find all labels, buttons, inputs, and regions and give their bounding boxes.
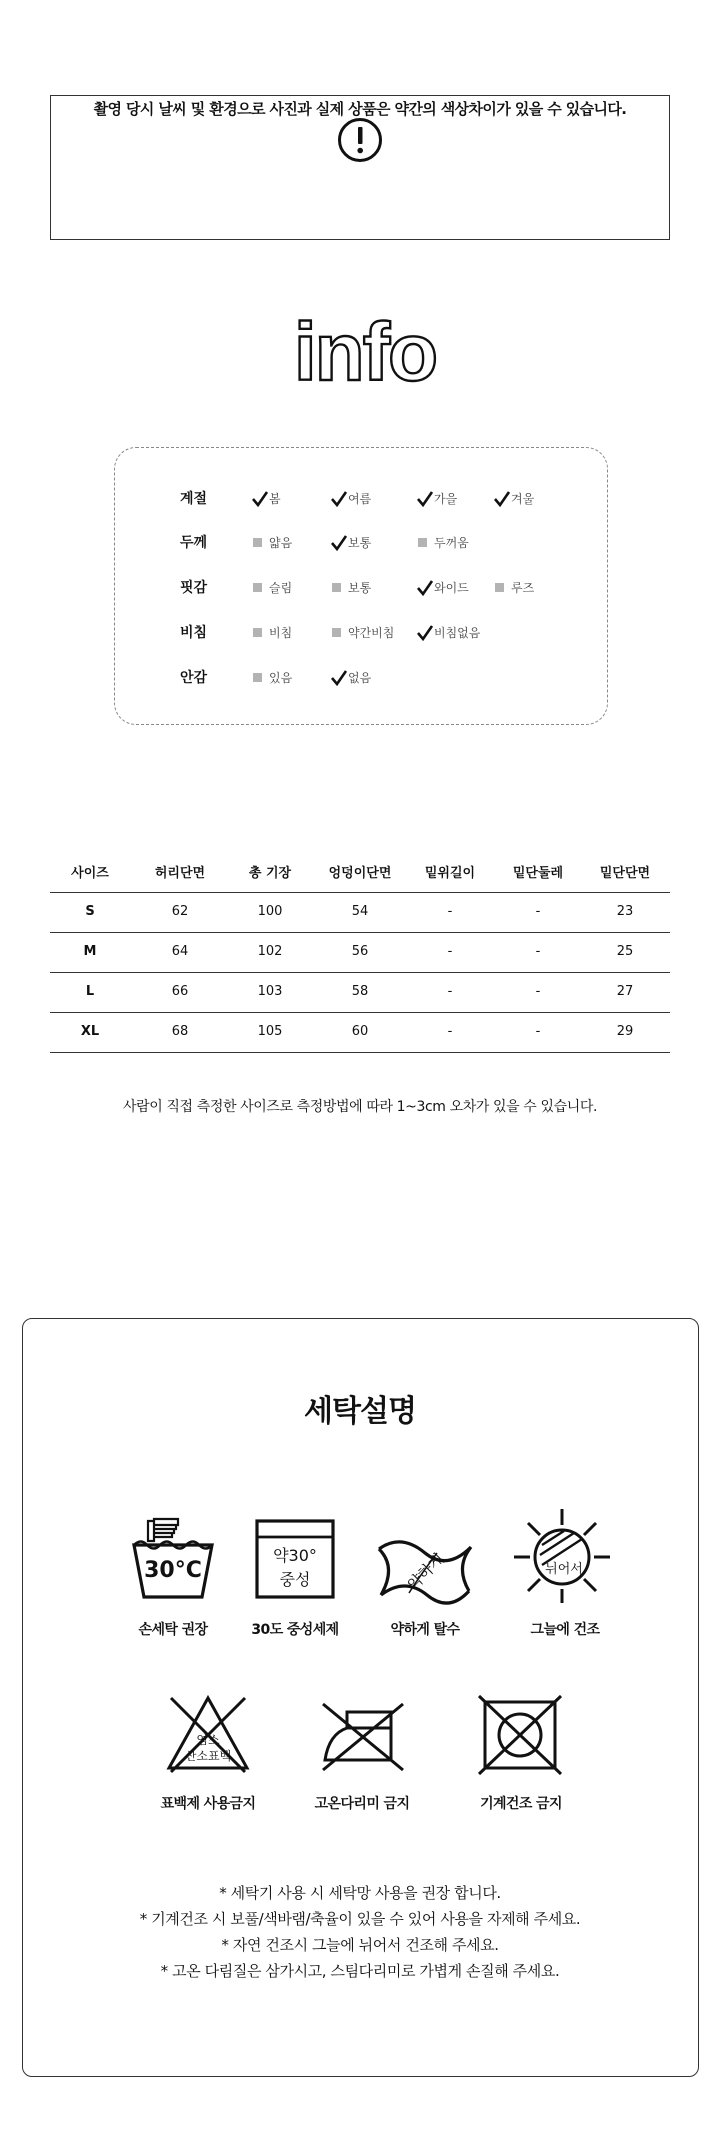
svg-text:30°C: 30°C xyxy=(144,1558,202,1583)
wash-note: * 세탁기 사용 시 세탁망 사용을 권장 합니다. xyxy=(219,1884,501,1902)
table-header: 사이즈 xyxy=(71,866,109,881)
spec-option-summer: 여름 xyxy=(332,490,371,507)
shade-dry-icon xyxy=(512,1505,612,1609)
unchecked-square-icon xyxy=(418,538,427,547)
washing-title: 세탁설명 xyxy=(304,1394,416,1429)
svg-text:산소표백: 산소표백 xyxy=(184,1749,232,1763)
wash-label-detergent: 30도 중성세제 xyxy=(251,1622,339,1638)
svg-text:뉘어서: 뉘어서 xyxy=(545,1562,583,1577)
spec-option-slim: 슬림 xyxy=(253,579,292,596)
table-divider xyxy=(50,1012,670,1013)
table-divider xyxy=(50,892,670,893)
table-header: 허리단면 xyxy=(154,866,206,881)
no-iron-icon xyxy=(317,1698,407,1778)
table-header: 총 기장 xyxy=(248,866,292,881)
unchecked-square-icon xyxy=(332,628,341,637)
table-cell: 103 xyxy=(257,984,283,999)
table-header: 밑단둘레 xyxy=(512,866,564,881)
info-logo xyxy=(275,308,455,397)
spec-option-winter: 겨울 xyxy=(495,490,534,507)
spec-option-thick: 두꺼움 xyxy=(418,534,469,551)
table-cell: 27 xyxy=(616,984,634,999)
wash-label-no-bleach: 표백제 사용금지 xyxy=(160,1796,256,1812)
table-cell: 68 xyxy=(171,1024,189,1039)
table-cell: 60 xyxy=(351,1024,369,1039)
table-cell: 25 xyxy=(616,944,634,959)
table-cell: 56 xyxy=(351,944,369,959)
spec-option-lined: 있음 xyxy=(253,669,292,686)
no-tumble-dry-icon xyxy=(475,1692,565,1780)
unchecked-square-icon xyxy=(253,583,262,592)
table-cell: 23 xyxy=(616,904,634,919)
table-cell: 58 xyxy=(351,984,369,999)
unchecked-square-icon xyxy=(253,628,262,637)
spec-label-season: 계절 xyxy=(180,491,208,507)
table-cell: - xyxy=(447,944,453,959)
table-cell: L xyxy=(85,984,95,999)
table-cell: M xyxy=(83,944,97,959)
notice-text: 촬영 당시 날씨 및 환경으로 사진과 실제 상품은 약간의 색상차이가 있을 수 있습니다. xyxy=(93,100,627,118)
spec-option-thin: 얇음 xyxy=(253,534,292,551)
exclamation-circle-icon xyxy=(337,117,383,167)
wash-label-no-iron: 고온다리미 금지 xyxy=(314,1796,410,1812)
table-cell: - xyxy=(447,904,453,919)
wash-label-no-tumble: 기계건조 금지 xyxy=(480,1796,562,1812)
wash-note: * 기계건조 시 보풀/색바램/축율이 있을 수 있어 사용을 자제해 주세요. xyxy=(139,1910,581,1928)
unchecked-square-icon xyxy=(253,538,262,547)
spec-label-sheerness: 비침 xyxy=(180,625,208,641)
table-divider xyxy=(50,1052,670,1053)
hand-wash-icon xyxy=(128,1515,218,1609)
table-cell: - xyxy=(447,1024,453,1039)
svg-text:약하게: 약하게 xyxy=(403,1549,448,1594)
spec-label-thickness: 두께 xyxy=(180,535,208,551)
table-cell: 54 xyxy=(351,904,369,919)
info-logo-text: info xyxy=(293,308,437,393)
spec-option-regular: 보통 xyxy=(332,579,371,596)
spec-option-not-sheer: 비침없음 xyxy=(418,624,480,641)
table-cell: 66 xyxy=(171,984,189,999)
spec-label-fit: 핏감 xyxy=(180,580,208,596)
gentle-spin-icon xyxy=(375,1525,475,1609)
table-cell: XL xyxy=(80,1024,100,1039)
spec-option-spring: 봄 xyxy=(253,490,281,507)
table-cell: - xyxy=(535,1024,541,1039)
table-header: 밑단단면 xyxy=(599,866,651,881)
spec-option-unlined: 없음 xyxy=(332,669,371,686)
unchecked-square-icon xyxy=(495,583,504,592)
table-cell: - xyxy=(535,904,541,919)
neutral-detergent-icon xyxy=(253,1515,337,1609)
table-cell: - xyxy=(535,984,541,999)
table-cell: S xyxy=(85,904,95,919)
table-cell: 105 xyxy=(257,1024,283,1039)
table-cell: 29 xyxy=(616,1024,634,1039)
spec-option-medium: 보통 xyxy=(332,534,371,551)
wash-note: * 자연 건조시 그늘에 뉘어서 건조해 주세요. xyxy=(221,1936,499,1954)
wash-label-spin: 약하게 탈수 xyxy=(390,1622,460,1638)
unchecked-square-icon xyxy=(253,673,262,682)
table-header: 밑위길이 xyxy=(424,866,476,881)
size-note: 사람이 직접 측정한 사이즈로 측정방법에 따라 1~3cm 오차가 있을 수 있습니다. xyxy=(122,1099,598,1115)
table-cell: - xyxy=(447,984,453,999)
spec-option-loose: 루즈 xyxy=(495,579,534,596)
spec-option-sheer: 비침 xyxy=(253,624,292,641)
spec-option-autumn: 가을 xyxy=(418,490,457,507)
table-divider xyxy=(50,932,670,933)
spec-option-slightly-sheer: 약간비침 xyxy=(332,624,394,641)
table-cell: - xyxy=(535,944,541,959)
unchecked-square-icon xyxy=(332,583,341,592)
table-cell: 102 xyxy=(257,944,283,959)
table-cell: 100 xyxy=(257,904,283,919)
no-bleach-icon xyxy=(163,1692,253,1780)
table-divider xyxy=(50,972,670,973)
table-header: 엉덩이단면 xyxy=(328,866,392,881)
svg-text:중성: 중성 xyxy=(279,1570,311,1589)
spec-label-lining: 안감 xyxy=(180,670,208,686)
wash-note: * 고온 다림질은 삼가시고, 스팀다리미로 가볍게 손질해 주세요. xyxy=(160,1962,560,1980)
wash-label-hand-wash: 손세탁 권장 xyxy=(138,1622,208,1638)
table-cell: 64 xyxy=(171,944,189,959)
svg-text:약30°: 약30° xyxy=(273,1546,317,1565)
svg-text:염소: 염소 xyxy=(196,1733,220,1747)
spec-option-wide: 와이드 xyxy=(418,579,469,596)
wash-label-dry: 그늘에 건조 xyxy=(530,1622,600,1638)
table-cell: 62 xyxy=(171,904,189,919)
